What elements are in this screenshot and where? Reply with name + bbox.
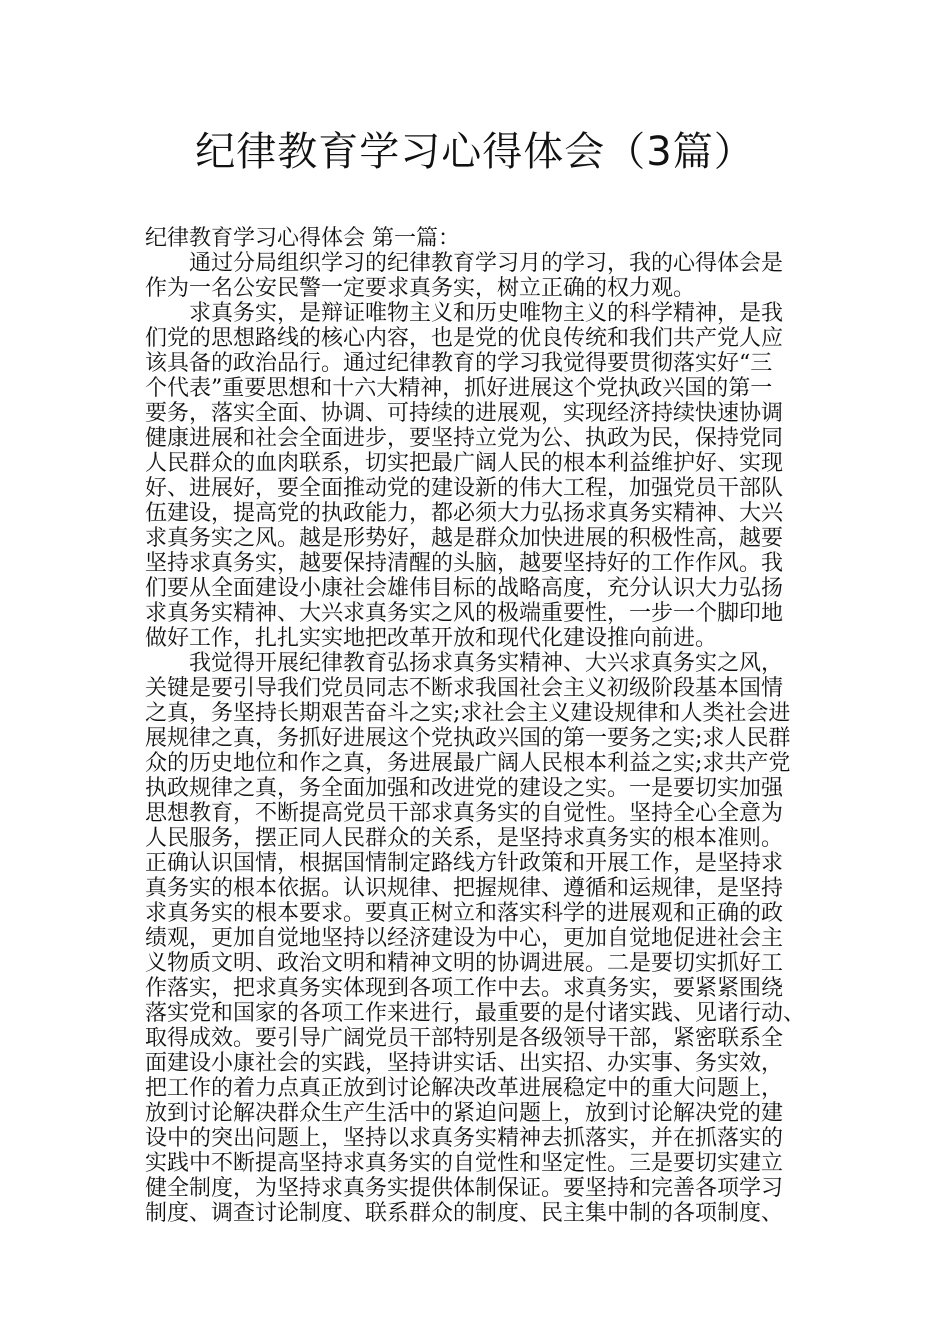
paragraph-line: 求真务实的根本要求。要真正树立和落实科学的进展观和正确的政 xyxy=(145,901,784,926)
paragraph-line: 健全制度，为坚持求真务实提供体制保证。要坚持和完善各项学习 xyxy=(145,1176,784,1201)
document-title: 纪律教育学习心得体会（3篇） xyxy=(195,129,755,175)
paragraph-line: 通过分局组织学习的纪律教育学习月的学习，我的心得体会是 xyxy=(189,251,784,276)
paragraph-line: 真务实的根本依据。认识规律、把握规律、遵循和运规律，是坚持 xyxy=(145,876,784,901)
section-heading: 纪律教育学习心得体会 第一篇： xyxy=(145,226,460,251)
paragraph-line: 绩观，更加自觉地坚持以经济建设为中心，更加自觉地促进社会主 xyxy=(145,926,784,951)
paragraph-line: 好、进展好，要全面推动党的建设新的伟大工程，加强党员干部队 xyxy=(145,476,784,501)
paragraph-line: 求真务实精神、大兴求真务实之风的极端重要性，一步一个脚印地 xyxy=(145,601,784,626)
paragraph-line: 设中的突出问题上，坚持以求真务实精神去抓落实，并在抓落实的 xyxy=(145,1126,784,1151)
paragraph-line: 求真务实，是辩证唯物主义和历史唯物主义的科学精神，是我 xyxy=(189,301,784,326)
paragraph-line: 面建设小康社会的实践，坚持讲实话、出实招、办实事、务实效， xyxy=(145,1051,784,1076)
document-body xyxy=(145,226,815,1226)
paragraph-line: 放到讨论解决群众生产生活中的紧迫问题上，放到讨论解决党的建 xyxy=(145,1101,784,1126)
paragraph-line: 该具备的政治品行。通过纪律教育的学习我觉得要贯彻落实好“三 xyxy=(145,351,773,376)
paragraph-line: 把工作的着力点真正放到讨论解决改革进展稳定中的重大问题上， xyxy=(145,1076,784,1101)
paragraph-line: 落实党和国家的各项工作来进行，最重要的是付诸实践、见诸行动、 xyxy=(145,1001,806,1026)
paragraph-line: 义物质文明、政治文明和精神文明的协调进展。二是要切实抓好工 xyxy=(145,951,784,976)
paragraph-line: 人民服务，摆正同人民群众的关系，是坚持求真务实的根本准则。 xyxy=(145,826,784,851)
paragraph-line: 做好工作，扎扎实实地把改革开放和现代化建设推向前进。 xyxy=(145,626,718,651)
paragraph-line: 人民群众的血肉联系，切实把最广阔人民的根本利益维护好、实现 xyxy=(145,451,784,476)
paragraph-line: 健康进展和社会全面进步，要坚持立党为公、执政为民，保持党同 xyxy=(145,426,784,451)
paragraph-line: 求真务实之风。越是形势好，越是群众加快进展的积极性高，越要 xyxy=(145,526,784,551)
paragraph-line: 思想教育，不断提高党员干部求真务实的自觉性。坚持全心全意为 xyxy=(145,801,784,826)
paragraph-line: 正确认识国情，根据国情制定路线方针政策和开展工作，是坚持求 xyxy=(145,851,784,876)
paragraph-line: 展规律之真，务抓好进展这个党执政兴国的第一要务之实;求人民群 xyxy=(145,726,791,751)
paragraph-line: 制度、调查讨论制度、联系群众的制度、民主集中制的各项制度、 xyxy=(145,1201,784,1226)
paragraph-line: 我觉得开展纪律教育弘扬求真务实精神、大兴求真务实之风， xyxy=(189,651,784,676)
paragraph-line: 个代表”重要思想和十六大精神，抓好进展这个党执政兴国的第一 xyxy=(145,376,773,401)
paragraph-line: 作落实，把求真务实体现到各项工作中去。求真务实，要紧紧围绕 xyxy=(145,976,784,1001)
paragraph-line: 作为一名公安民警一定要求真务实，树立正确的权力观。 xyxy=(145,276,696,301)
paragraph-line: 伍建设，提高党的执政能力，都必须大力弘扬求真务实精神、大兴 xyxy=(145,501,784,526)
paragraph-line: 众的历史地位和作之真，务进展最广阔人民根本利益之实;求共产党 xyxy=(145,751,791,776)
paragraph-line: 之真，务坚持长期艰苦奋斗之实;求社会主义建设规律和人类社会进 xyxy=(145,701,791,726)
paragraph-line: 们要从全面建设小康社会雄伟目标的战略高度，充分认识大力弘扬 xyxy=(145,576,784,601)
paragraph-line: 要务，落实全面、协调、可持续的进展观，实现经济持续快速协调 xyxy=(145,401,784,426)
paragraph-line: 坚持求真务实，越要保持清醒的头脑，越要坚持好的工作作风。我 xyxy=(145,551,784,576)
paragraph-line: 实践中不断提高坚持求真务实的自觉性和坚定性。三是要切实建立 xyxy=(145,1151,784,1176)
paragraph-line: 取得成效。要引导广阔党员干部特别是各级领导干部，紧密联系全 xyxy=(145,1026,784,1051)
paragraph-line: 执政规律之真，务全面加强和改进党的建设之实。一是要切实加强 xyxy=(145,776,784,801)
paragraph-line: 关键是要引导我们党员同志不断求我国社会主义初级阶段基本国情 xyxy=(145,676,784,701)
paragraph-line: 们党的思想路线的核心内容，也是党的优良传统和我们共产党人应 xyxy=(145,326,784,351)
